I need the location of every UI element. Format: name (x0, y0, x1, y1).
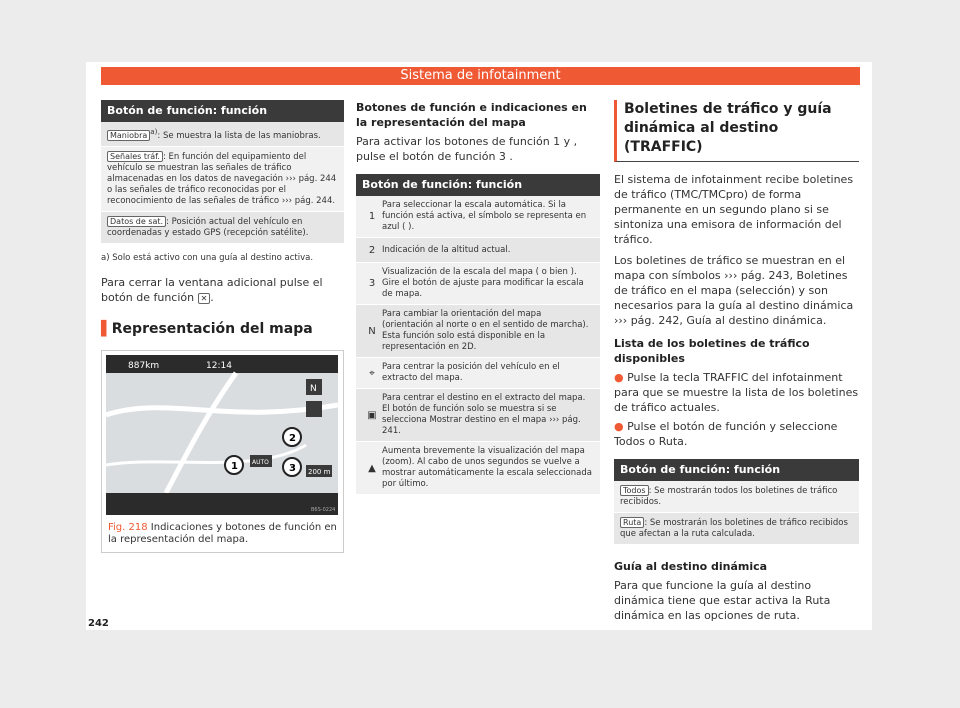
key-label: Maniobra (107, 130, 150, 141)
heading-marker: ▌ (101, 320, 112, 337)
footnote-ref: a) (150, 127, 158, 136)
table-row (356, 389, 600, 442)
figure-caption (102, 519, 343, 552)
paragraph: Los boletines de tráfico se muestran en el mapa con símbolos ››› pág. 243, Boletines de tráfico en el mapa (selección) y son necesarios para la guía al destino dinámica ››› pág. 242, Guía al destino dinámica. (614, 254, 854, 327)
row-text: Para cambiar la orientación del mapa (orientación al norte o en el sentido de marcha). Esta función solo está disponible en la representación en 2D. (382, 309, 589, 352)
scale-text: 200 m (308, 467, 331, 476)
row-text: : Se muestra la lista de las maniobras. (157, 130, 321, 141)
row-text: Para centrar el destino en el extracto del mapa. El botón de función solo se muestra si se selecciona Mostrar destino en el mapa ››› pág. 241. (382, 393, 586, 436)
map-bottom-bar (106, 493, 338, 515)
function-table (101, 122, 344, 244)
bullet-text: Pulse el botón de función y seleccione Todos o Ruta. (614, 420, 838, 448)
distance-text: 887km (128, 360, 160, 371)
north-icon: N (368, 325, 376, 337)
caption-text: Indicaciones y botones de función en la representación del mapa. (108, 521, 337, 545)
figure-218 (101, 350, 344, 553)
table-head: Botón de función: función (614, 459, 859, 481)
row-text: Indicación de la altitud actual. (382, 244, 511, 255)
bullet-text: Pulse la tecla TRAFFIC del infotainment para que se muestre la lista de los boletines de tráfico actuales. (614, 371, 859, 414)
map-graphic (106, 355, 338, 515)
center-position-icon: ⌖ (369, 367, 375, 379)
section-heading: Boletines de tráfico y guía dinámica al destino (TRAFFIC) (614, 100, 859, 162)
row-text: : Posición actual del vehículo en coordenadas y estado GPS (recepción satélite). (107, 216, 309, 238)
section-heading: Botones de función e indicaciones en la representación del mapa (356, 101, 587, 129)
map-screenshot (106, 355, 338, 515)
close-paragraph: Para cerrar la ventana adicional pulse el botón de función ✕ . (101, 275, 323, 304)
callout-2-label: 2 (289, 432, 296, 444)
column-right (614, 100, 859, 623)
center-position-button[interactable] (306, 401, 322, 417)
key-label: Todos (620, 485, 649, 496)
table-row (356, 305, 600, 358)
row-text: Para seleccionar la escala automática. Si la función está activa, el símbolo se representa en azul ( ). (382, 200, 587, 232)
key-label: Datos de sat. (107, 216, 166, 227)
section-heading (101, 320, 344, 337)
table-row (101, 147, 344, 212)
auto-text: AUTO (252, 458, 269, 466)
paragraph: Para que funcione la guía al destino dinámica tiene que estar activa la Ruta dinámica en las opciones de ruta. (614, 579, 831, 622)
figure-number: Fig. 218 (108, 521, 148, 533)
row-text: Visualización de la escala del mapa ( o bien ). Gire el botón de ajuste para modificar la escala de mapa. (382, 267, 584, 299)
table-row (356, 442, 600, 495)
table-row (101, 122, 344, 147)
heading-text: Representación del mapa (111, 320, 313, 337)
north-icon: N (310, 383, 317, 394)
bullet-icon: ● (614, 420, 624, 433)
table-row (614, 481, 859, 513)
row-text: : Se mostrarán todos los boletines de tráfico recibidos. (620, 486, 838, 507)
footnote: a) Solo está activo con una guía al destino activa. (101, 252, 314, 263)
time-text: 12:14 (206, 360, 232, 371)
number-3-icon: 3 (368, 278, 376, 289)
section-header: Sistema de infotainment (101, 67, 860, 85)
callout-1-label: 1 (231, 460, 238, 472)
function-table (614, 459, 859, 545)
number-1-icon: 1 (368, 211, 376, 222)
key-label: Señales tráf. (107, 151, 163, 162)
bullet-item (614, 370, 859, 415)
subheading: Guía al destino dinámica (614, 560, 768, 573)
table-row (356, 263, 600, 305)
zoom-icon: ▲ (368, 462, 376, 474)
table-row (356, 196, 600, 238)
column-left (101, 100, 344, 553)
intro-paragraph: Para activar los botones de función 1 y , pulse el botón de función 3 . (356, 135, 578, 163)
row-text: : Se mostrarán los boletines de tráfico recibidos que afectan a la ruta calculada. (620, 518, 848, 539)
column-middle (356, 100, 600, 495)
callout-3-label: 3 (289, 462, 296, 474)
close-icon: ✕ (198, 293, 211, 304)
paragraph-text: Para cerrar la ventana adicional pulse el botón de función (101, 275, 323, 304)
row-text: : En función del equipamiento del vehículo se muestran las señales de tráfico almacenadas en los datos de navegación ››› pág. 244 o las señales de tráfico reconocidas por el reconocimiento de las señales de tráfico ››› pág. 244. (107, 151, 337, 206)
subheading: Lista de los boletines de tráfico disponibles (614, 337, 810, 365)
table-row (614, 513, 859, 545)
row-text: Aumenta brevemente la visualización del mapa (zoom). Al cabo de unos segundos se vuelve a mostrar automáticamente la escala seleccionada por último. (382, 446, 592, 489)
function-table (356, 174, 600, 495)
figure-code: B6S-0224 (311, 506, 336, 513)
bullet-item (614, 419, 859, 449)
paragraph: El sistema de infotainment recibe boletines de tráfico (TMC/TMCpro) de forma permanente en un segundo plano si se sintoniza una emisora de información del tráfico. (614, 173, 854, 246)
table-row (356, 358, 600, 389)
destination-icon: ▣ (367, 409, 377, 421)
page-number: 242 (88, 618, 109, 629)
number-2-icon: 2 (368, 244, 376, 256)
table-row (356, 238, 600, 263)
table-row (101, 212, 344, 244)
row-text: Para centrar la posición del vehículo en el extracto del mapa. (382, 362, 560, 383)
table-head: Botón de función: función (356, 174, 600, 196)
table-head: Botón de función: función (101, 100, 344, 122)
key-label: Ruta (620, 517, 644, 528)
bullet-icon: ● (614, 371, 624, 384)
